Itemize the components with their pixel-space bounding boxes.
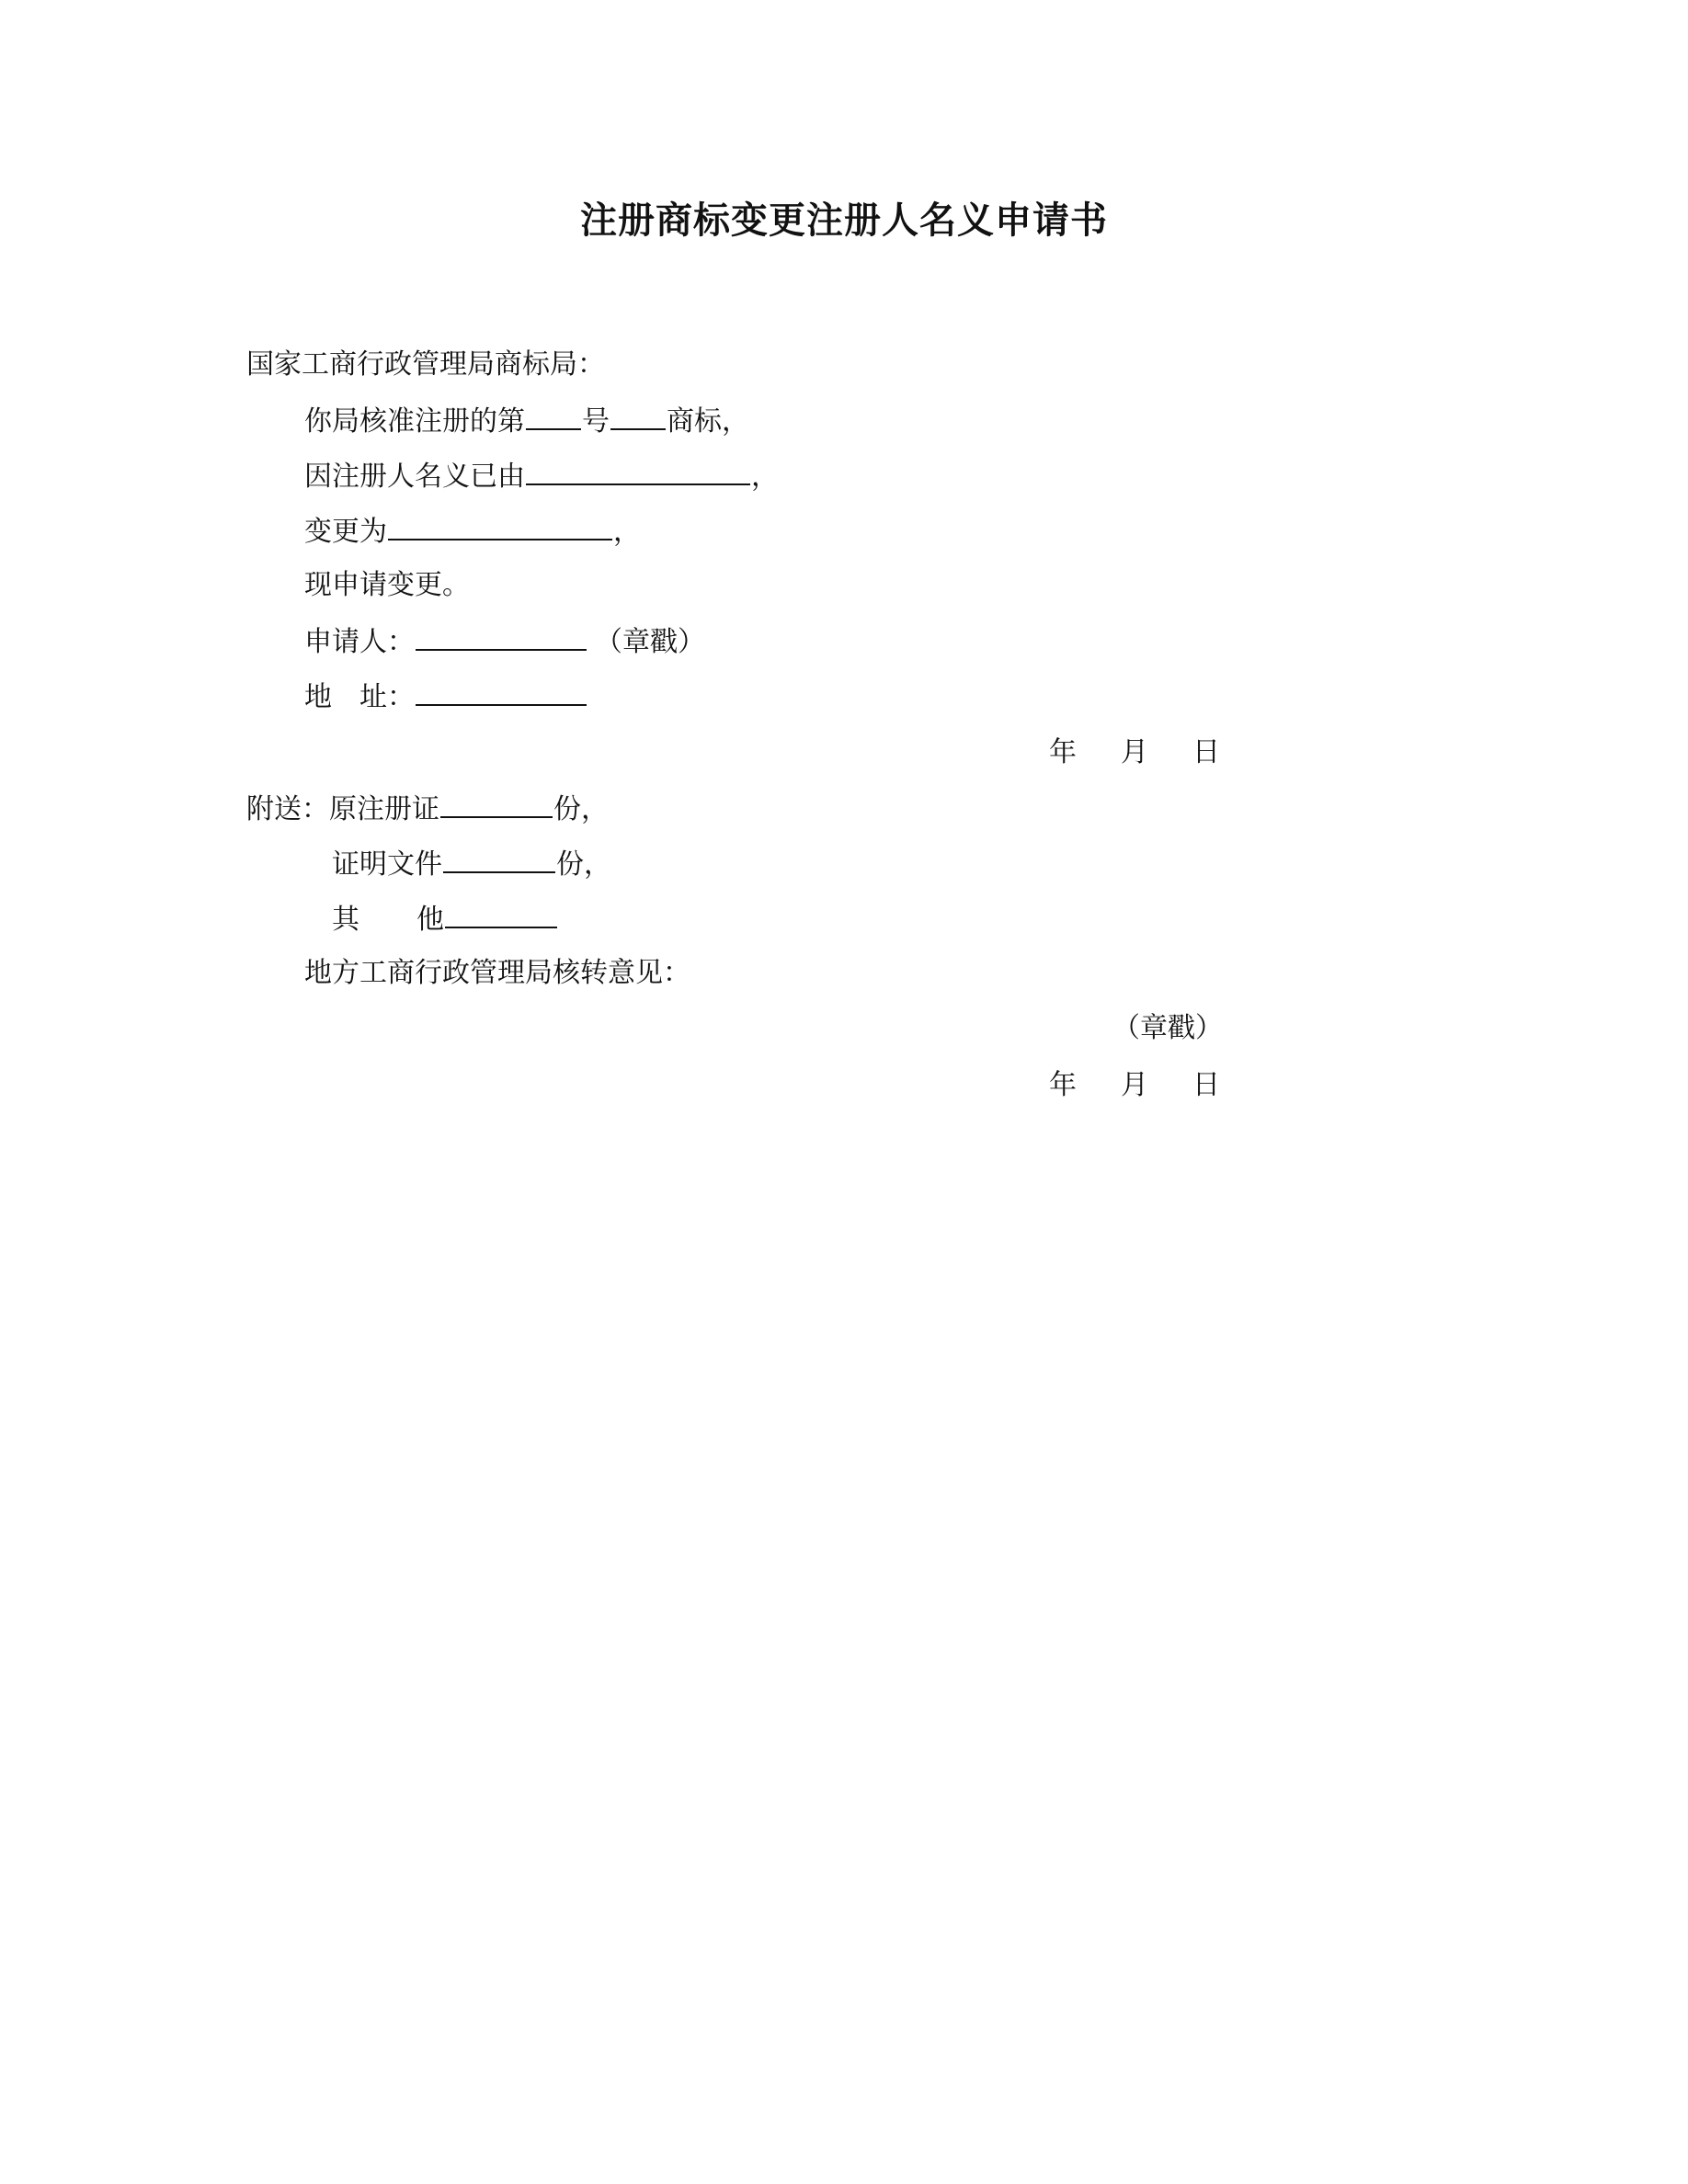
para2-suffix: ， xyxy=(751,461,779,493)
para2-prefix: 因注册人名义已由 xyxy=(304,461,525,493)
date2-month: 月 xyxy=(1121,1069,1148,1101)
date2-year: 年 xyxy=(1049,1069,1077,1101)
other-attachments-blank xyxy=(445,899,557,928)
trademark-number-line xyxy=(304,401,749,441)
applicant-line xyxy=(304,621,705,662)
address-line xyxy=(304,677,587,717)
date1-month: 月 xyxy=(1121,736,1148,768)
former-name-blank xyxy=(526,456,750,485)
attachment-1-prefix: 原注册证 xyxy=(329,793,439,825)
supporting-docs-count-blank xyxy=(443,844,555,873)
address-label-b: 址： xyxy=(359,681,415,713)
attachment-line-3 xyxy=(332,899,558,939)
attachment-3-a: 其 xyxy=(332,904,359,936)
para3-prefix: 变更为 xyxy=(304,516,387,548)
application-date xyxy=(1049,734,1220,772)
para3-suffix: ， xyxy=(613,516,641,548)
attachment-2-suffix: 份， xyxy=(556,848,611,881)
date1-year: 年 xyxy=(1049,736,1077,768)
attachment-2-prefix: 证明文件 xyxy=(332,848,442,881)
original-certificate-count-blank xyxy=(440,789,553,818)
attachments-label: 附送： xyxy=(246,793,329,825)
applicant-seal: （章戳） xyxy=(595,626,705,658)
applicant-label: 申请人： xyxy=(304,626,415,658)
address-blank xyxy=(416,677,587,706)
addressee-line: 国家工商行政管理局商标局： xyxy=(246,348,605,381)
local-opinion-line: 地方工商行政管理局核转意见： xyxy=(304,957,690,989)
request-line: 现申请变更。 xyxy=(304,569,470,601)
address-label-a: 地 xyxy=(304,681,332,713)
local-seal: （章戳） xyxy=(1112,1012,1223,1044)
applicant-blank xyxy=(416,621,587,651)
para1-mid: 号 xyxy=(582,405,610,438)
former-name-line xyxy=(304,456,779,496)
para1-suffix: 商标， xyxy=(667,405,749,438)
attachment-line-1 xyxy=(246,789,609,829)
date2-day: 日 xyxy=(1192,1069,1220,1101)
opinion-date xyxy=(1049,1066,1220,1105)
trademark-name-blank xyxy=(610,401,666,430)
new-name-line xyxy=(304,511,641,552)
attachment-3-b: 他 xyxy=(416,904,444,936)
new-name-blank xyxy=(388,511,612,540)
registration-number-blank xyxy=(526,401,581,430)
document-title: 注册商标变更注册人名义申请书 xyxy=(580,199,1108,242)
para1-prefix: 你局核准注册的第 xyxy=(304,405,525,438)
attachment-1-suffix: 份， xyxy=(553,793,609,825)
attachment-line-2 xyxy=(332,844,611,884)
date1-day: 日 xyxy=(1192,736,1220,768)
